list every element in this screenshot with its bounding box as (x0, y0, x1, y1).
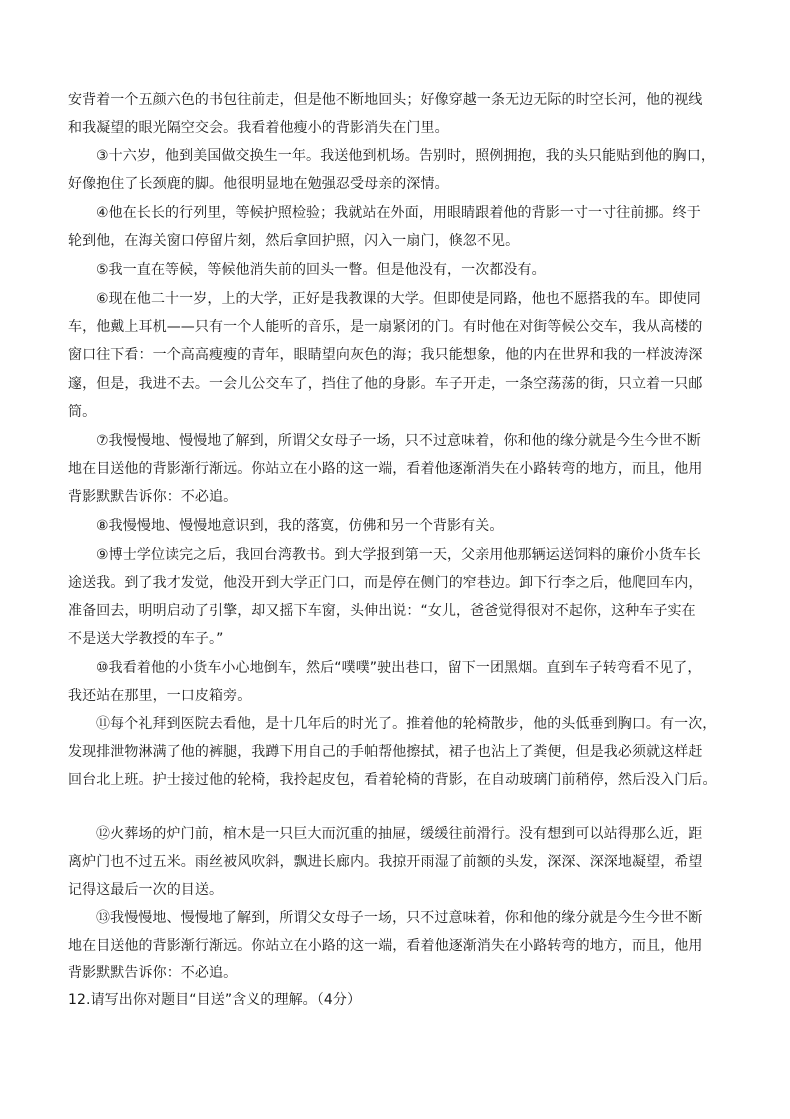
paragraph-5-line: ⑤我一直在等候，等候他消失前的回头一瞥。但是他没有，一次都没有。 (96, 262, 546, 278)
text-line: 记得这最后一次的目送。 (68, 882, 224, 898)
text-line: 安背着一个五颜六色的书包往前走，但是他不断地回头；好像穿越一条无边无际的时空长河，他的视线 (68, 92, 703, 108)
paragraph-9-line: ⑨博士学位读完之后，我回台湾教书。到大学报到第一天，父亲用他那辆运送饲料的廉价小货车长 (96, 547, 701, 563)
text-line: 途送我。到了我才发觉，他没开到大学正门口，而是停在侧门的窄巷边。卸下行李之后，他爬回车内， (68, 575, 703, 591)
text-line: 窗口往下看：一个高高瘦瘦的青年，眼睛望向灰色的海；我只能想象，他的内在世界和我的一样波涛深 (68, 347, 703, 363)
text-line: 不是送大学教授的车子。” (68, 631, 224, 647)
text-line: 准备回去，明明启动了引擎，却又摇下车窗，头伸出说：“女儿，爸爸觉得很对不起你，这种车子实在 (68, 603, 696, 619)
text-line: 回台北上班。护士接过他的轮椅，我拎起皮包，看着轮椅的背影，在自动玻璃门前稍停，然后没入门后。 (68, 772, 717, 788)
text-line: 地在目送他的背影渐行渐远。你站立在小路的这一端，看着他逐渐消失在小路转弯的地方，而且，他用 (68, 938, 703, 954)
text-line: 发现排泄物淋满了他的裤腿，我蹲下用自己的手帕帮他擦拭，裙子也沾上了粪便，但是我必须就这样赶 (68, 744, 703, 760)
paragraph-8-line: ⑧我慢慢地、慢慢地意识到，我的落寞，仿佛和另一个背影有关。 (96, 518, 504, 534)
paragraph-13-line: ⑬我慢慢地、慢慢地了解到，所谓父女母子一场，只不过意味着，你和他的缘分就是今生今世不断 (96, 910, 703, 926)
paragraph-3-line: ③十六岁，他到美国做交换生一年。我送他到机场。告别时，照例拥抱，我的头只能贴到他的胸口， (96, 148, 715, 164)
text-line: 轮到他，在海关窗口停留片刻，然后拿回护照，闪入一扇门，倏忽不见。 (68, 233, 520, 249)
paragraph-4-line: ④他在长长的行列里，等候护照检验；我就站在外面，用眼睛跟着他的背影一寸一寸往前挪。终于 (96, 205, 701, 221)
text-line: 我还站在那里，一口皮箱旁。 (68, 688, 252, 704)
text-line: 车，他戴上耳机——只有一个人能听的音乐，是一扇紧闭的门。有时他在对街等候公交车，我从高楼的 (68, 319, 703, 335)
question-12: 12.请写出你对题目“目送”含义的理解。（4分） (68, 992, 362, 1008)
text-line: 背影默默告诉你：不必追。 (68, 489, 238, 505)
paragraph-10-line: ⑩我看着他的小货车小心地倒车，然后“噗噗”驶出巷口，留下一团黑烟。直到车子转弯看不见了， (96, 660, 702, 676)
text-line: 好像抱住了长颈鹿的脚。他很明显地在勉强忍受母亲的深情。 (68, 176, 449, 192)
text-line: 地在目送他的背影渐行渐远。你站立在小路的这一端，看着他逐渐消失在小路转弯的地方，而且，他用 (68, 461, 703, 477)
text-line: 离炉门也不过五米。雨丝被风吹斜，飘进长廊内。我掠开雨湿了前额的头发，深深、深深地凝望，希望 (68, 854, 703, 870)
paragraph-6-line: ⑥现在他二十一岁，上的大学，正好是我教课的大学。但即使是同路，他也不愿搭我的车。即使同 (96, 291, 701, 307)
text-line: 背影默默告诉你：不必追。 (68, 965, 238, 981)
text-line: 和我凝望的眼光隔空交会。我看着他瘦小的背影消失在门里。 (68, 120, 449, 136)
text-line: 筒。 (68, 404, 97, 420)
paragraph-11-line: ⑪每个礼拜到医院去看他，是十几年后的时光了。推着他的轮椅散步，他的头低垂到胸口。有一次， (96, 716, 717, 732)
text-line: 邃，但是，我进不去。一会儿公交车了，挡住了他的身影。车子开走，一条空荡荡的街，只立着一只邮 (68, 376, 703, 392)
paragraph-12-line: ⑫火葬场的炉门前，棺木是一只巨大而沉重的抽屉，缓缓往前滑行。没有想到可以站得那么近，距 (96, 826, 703, 842)
paragraph-7-line: ⑦我慢慢地、慢慢地了解到，所谓父女母子一场，只不过意味着，你和他的缘分就是今生今世不断 (96, 433, 701, 449)
